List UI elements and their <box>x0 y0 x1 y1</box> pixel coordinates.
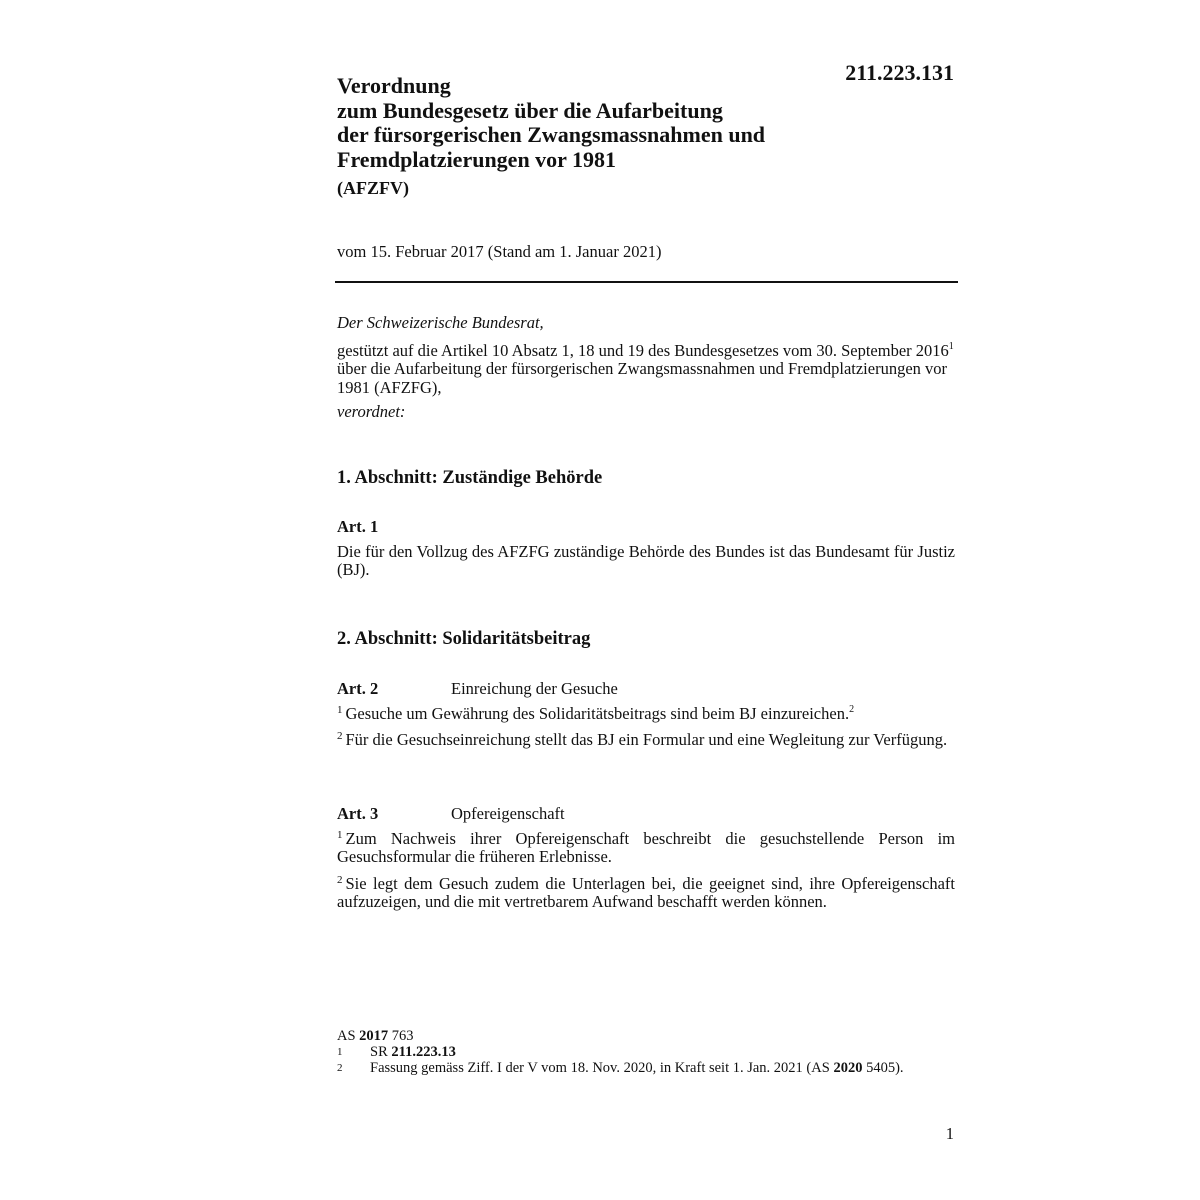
as-year: 2017 <box>359 1028 389 1044</box>
section-heading-2: 2. Abschnitt: Solidaritätsbeitrag <box>337 629 591 649</box>
paragraph-number: 2 <box>337 730 343 742</box>
preamble-basis <box>337 342 957 398</box>
article-label: Art. 3 <box>337 804 379 823</box>
footnote-number: 2 <box>337 1062 343 1074</box>
article-paragraph <box>337 731 955 750</box>
horizontal-rule <box>335 281 958 283</box>
preamble <box>337 314 957 422</box>
section-heading-1: 1. Abschnitt: Zuständige Behörde <box>337 468 603 488</box>
footnote-text-part: Fassung gemäss Ziff. I der V vom 18. Nov. 2020, in Kraft seit 1. Jan. 2021 (AS <box>370 1060 834 1076</box>
footnote-marker[interactable]: 1 <box>948 340 954 352</box>
title-line: Verordnung <box>337 73 451 98</box>
footnote-text-part: 5405). <box>862 1060 904 1076</box>
paragraph-text: Zum Nachweis ihrer Opfereigenschaft beschreibt die gesuchstellende Person im Gesuchsformular die früheren Erlebnisse. <box>337 828 955 866</box>
footnote-text-part: SR <box>370 1044 392 1060</box>
preamble-basis-text: über die Aufarbeitung der fürsorgerischen Zwangsmassnahmen und Fremdplatzierungen vor 1981 (AFZFG), <box>337 359 948 397</box>
footnote-marker[interactable]: 2 <box>849 703 855 715</box>
footnote-text <box>370 1044 957 1060</box>
article-paragraph <box>337 705 955 724</box>
footnote-2 <box>337 1060 957 1076</box>
footnote-text-bold: 211.223.13 <box>391 1044 456 1060</box>
ordinance-title <box>337 74 897 199</box>
title-abbreviation: (AFZFV) <box>337 178 409 198</box>
footnotes <box>337 1028 957 1076</box>
paragraph-number: 2 <box>337 873 343 886</box>
article-header <box>337 805 955 824</box>
paragraph-text: Gesuche um Gewährung des Solidaritätsbeitrags sind beim BJ einzureichen. <box>345 703 850 723</box>
paragraph-number: 1 <box>337 703 343 716</box>
footnote-text-bold: 2020 <box>833 1060 863 1076</box>
paragraph-text: Die für den Vollzug des AFZFG zuständige Behörde des Bundes ist das Bundesamt für Justiz (BJ). <box>337 541 955 579</box>
article-label: Art. 2 <box>337 679 379 698</box>
official-collection-reference <box>337 1028 957 1044</box>
paragraph-text: Für die Gesuchseinreichung stellt das BJ ein Formular und eine Wegleitung zur Verfügung. <box>345 730 948 749</box>
article-paragraph <box>337 830 955 867</box>
article-header <box>337 518 955 537</box>
article-3 <box>337 805 955 920</box>
article-label: Art. 1 <box>337 517 379 536</box>
article-2 <box>337 680 955 758</box>
as-prefix: AS <box>337 1028 360 1044</box>
paragraph-text: Sie legt dem Gesuch zudem die Unterlagen bei, die geeignet sind, ihre Opfereigenschaft aufzuzeigen, und die mit vertretbarem Aufwand beschafft werden können. <box>337 873 955 911</box>
preamble-basis-text: gestützt auf die Artikel 10 Absatz 1, 18 und 19 des Bundesgesetzes vom 30. September 2016 <box>337 340 949 360</box>
article-paragraph <box>337 543 955 580</box>
title-line: der fürsorgerischen Zwangsmassnahmen und <box>337 122 766 147</box>
article-paragraph <box>337 875 955 912</box>
preamble-decrees: verordnet: <box>337 402 406 421</box>
sr-number: 211.223.131 <box>845 60 954 85</box>
article-title: Einreichung der Gesuche <box>451 679 618 698</box>
title-line: Fremdplatzierungen vor 1981 <box>337 146 617 172</box>
footnote-text <box>370 1060 957 1076</box>
article-1 <box>337 518 955 588</box>
article-title: Opfereigenschaft <box>451 804 565 823</box>
footnote-1 <box>337 1044 957 1060</box>
page-number: 1 <box>945 1124 954 1143</box>
footnote-number: 1 <box>337 1046 343 1058</box>
title-line: zum Bundesgesetz über die Aufarbeitung <box>337 97 723 123</box>
as-page: 763 <box>388 1028 414 1044</box>
date-line: vom 15. Februar 2017 (Stand am 1. Januar 2021) <box>337 242 662 261</box>
preamble-issuer: Der Schweizerische Bundesrat, <box>337 313 544 332</box>
article-header <box>337 680 955 699</box>
paragraph-number: 1 <box>337 828 343 841</box>
